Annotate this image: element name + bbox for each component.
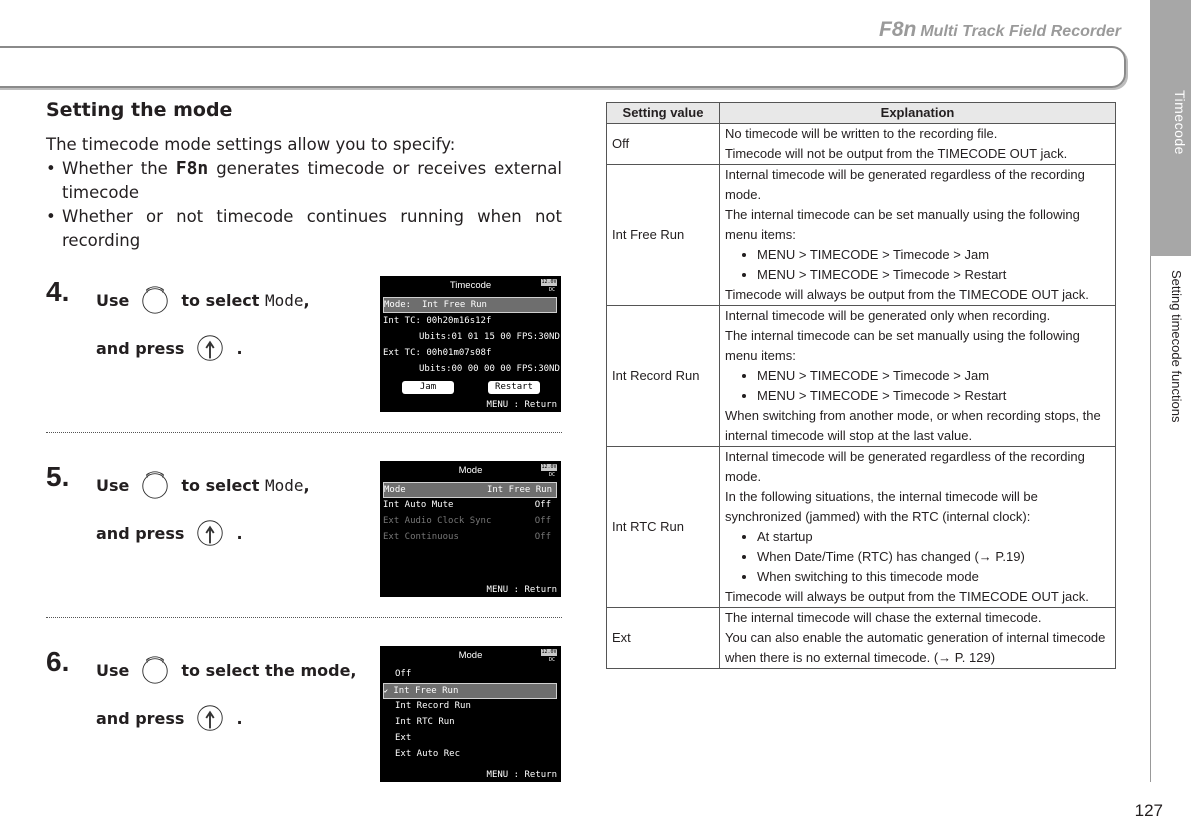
mode-option-ext[interactable]: Ext xyxy=(395,733,412,743)
mode-settings-table xyxy=(606,102,1116,669)
header-setting-value: Setting value xyxy=(607,103,720,124)
step-use: Use xyxy=(96,290,130,310)
screen-footer: MENU : Return xyxy=(486,400,557,410)
step-punct: , xyxy=(303,475,310,495)
dial-press-icon xyxy=(194,702,226,734)
row-value: Off xyxy=(534,500,551,510)
mode-option-ext-auto-rec[interactable]: Ext Auto Rec xyxy=(395,749,461,759)
step-end: . xyxy=(236,523,243,543)
step-target: Mode xyxy=(265,290,304,310)
row-label: Mode xyxy=(384,485,406,495)
battery-indicator: 12.0V xyxy=(541,464,557,470)
step-press-text: and press xyxy=(96,523,185,543)
explanation-line: The internal timecode will chase the external timecode. xyxy=(725,610,1042,625)
menu-item-list xyxy=(725,245,1110,285)
product-brand xyxy=(879,18,1121,42)
mode-option-off[interactable]: Off xyxy=(395,669,412,679)
menu-path: • MENU > TIMECODE > Timecode > Jam xyxy=(757,245,1110,265)
side-rule xyxy=(1150,256,1151,782)
step-number: 5. xyxy=(46,461,70,492)
screen-title: Mode xyxy=(458,465,483,476)
step-instruction xyxy=(96,654,357,686)
explanation-line: The internal timecode can be set manually using the following menu items: xyxy=(725,328,1080,363)
step-action: to select the mode, xyxy=(181,660,357,680)
screen-title: Timecode xyxy=(449,280,492,291)
row-label: Int Auto Mute xyxy=(383,500,454,510)
section-side-label: Setting timecode functions xyxy=(1169,270,1184,423)
explanation-line: Timecode will not be output from the TIMECODE OUT jack. xyxy=(725,146,1068,161)
row-value: Int Free Run xyxy=(486,485,552,495)
mode-menu-screen xyxy=(380,461,561,597)
intro-bullets xyxy=(46,157,562,253)
situation-list xyxy=(725,527,1110,587)
menu-path: • MENU > TIMECODE > Timecode > Jam xyxy=(757,366,1110,386)
step-divider xyxy=(46,432,562,433)
setting-explanation xyxy=(720,608,1116,669)
setting-explanation xyxy=(720,165,1116,306)
power-indicator: DC xyxy=(548,472,555,478)
option-label: Int Free Run xyxy=(393,686,459,696)
step-punct: , xyxy=(303,290,310,310)
step-number: 6. xyxy=(46,646,70,677)
setting-value: Int Free Run xyxy=(607,165,720,306)
header-explanation: Explanation xyxy=(720,103,1116,124)
setting-value: Ext xyxy=(607,608,720,669)
mode-option-int-rtc-run[interactable]: Int RTC Run xyxy=(395,717,455,727)
table-row xyxy=(607,306,1116,447)
menu-item-list xyxy=(725,366,1110,406)
setting-explanation xyxy=(720,124,1116,165)
explanation-line: You can also enable the automatic generation of internal timecode when there is no external timecode. (→ P. 129) xyxy=(725,630,1106,665)
brand-subtitle: Multi Track Field Recorder xyxy=(920,23,1121,40)
explanation-line: Internal timecode will be generated regardless of the recording mode. xyxy=(725,167,1085,202)
table-row xyxy=(607,447,1116,608)
section-heading: Setting the mode xyxy=(46,99,233,121)
step-use: Use xyxy=(96,660,130,680)
power-indicator: DC xyxy=(548,657,555,663)
step-use: Use xyxy=(96,475,130,495)
table-row xyxy=(607,124,1116,165)
menu-path: • MENU > TIMECODE > Timecode > Restart xyxy=(757,265,1110,285)
setting-value: Off xyxy=(607,124,720,165)
restart-button[interactable]: Restart xyxy=(488,381,540,394)
mode-value: Int Free Run xyxy=(421,300,487,310)
ext-ubits-row: Ubits:00 00 00 00 FPS:30ND xyxy=(419,364,560,374)
menu-row-ext-continuous xyxy=(383,530,555,544)
dial-rotate-icon xyxy=(139,654,171,686)
intro-bullet-1-post: generates timecode or receives external timecode xyxy=(62,159,562,202)
menu-row-int-auto-mute[interactable] xyxy=(383,498,555,512)
jam-button[interactable]: Jam xyxy=(402,381,454,394)
dial-press-icon xyxy=(194,332,226,364)
explanation-line: Internal timecode will be generated only when recording. xyxy=(725,308,1051,323)
mode-label: Mode: xyxy=(384,300,412,310)
check-icon: ✔ xyxy=(384,687,388,695)
power-indicator: DC xyxy=(548,287,555,293)
situation-item: • When Date/Time (RTC) has changed (→ P.19) xyxy=(757,547,1110,567)
explanation-line: Timecode will always be output from the TIMECODE OUT jack. xyxy=(725,589,1089,604)
dial-press-icon xyxy=(194,517,226,549)
dial-rotate-icon xyxy=(139,469,171,501)
step-end: . xyxy=(236,338,243,358)
mode-select-screen xyxy=(380,646,561,782)
row-label: Ext Continuous xyxy=(383,532,459,542)
explanation-line: No timecode will be written to the recording file. xyxy=(725,126,998,141)
explanation-line: Timecode will always be output from the TIMECODE OUT jack. xyxy=(725,287,1089,302)
step-action: to select xyxy=(181,475,260,495)
situation-item: • When switching to this timecode mode xyxy=(757,567,1110,587)
brand-model: F8n xyxy=(879,18,917,41)
step-press-text: and press xyxy=(96,338,185,358)
intro-lead: The timecode mode settings allow you to specify: xyxy=(46,135,456,154)
ext-tc-row: Ext TC: 00h01m07s08f xyxy=(383,348,492,358)
step-instruction xyxy=(96,469,310,501)
table-row xyxy=(607,608,1116,669)
product-name: F8n xyxy=(175,158,209,179)
mode-option-int-record-run[interactable]: Int Record Run xyxy=(395,701,471,711)
row-value: Off xyxy=(534,516,551,526)
mode-option-int-free-run[interactable] xyxy=(383,683,557,699)
step-press-text: and press xyxy=(96,708,185,728)
step-instruction xyxy=(96,284,310,316)
setting-value: Int RTC Run xyxy=(607,447,720,608)
menu-row-mode[interactable] xyxy=(383,482,557,498)
explanation-line: When switching from another mode, or when recording stops, the internal timecode will stop at the last value. xyxy=(725,408,1101,443)
dial-rotate-icon xyxy=(139,284,171,316)
int-tc-row: Int TC: 00h20m16s12f xyxy=(383,316,492,326)
chapter-tab-label: Timecode xyxy=(1172,90,1188,155)
table-header-row xyxy=(607,103,1116,124)
screen-footer: MENU : Return xyxy=(486,585,557,595)
timecode-screen xyxy=(380,276,561,412)
intro-bullet-2: • Whether or not timecode continues running when not recording xyxy=(46,205,562,253)
mode-row xyxy=(383,297,557,313)
menu-row-ext-audio-clock-sync xyxy=(383,514,555,528)
step-target: Mode xyxy=(265,475,304,495)
screen-footer: MENU : Return xyxy=(486,770,557,780)
intro-text xyxy=(46,133,562,253)
step-divider xyxy=(46,617,562,618)
row-label: Ext Audio Clock Sync xyxy=(383,516,492,526)
battery-indicator: 12.0V xyxy=(541,649,557,655)
intro-bullet-1 xyxy=(46,157,562,205)
step-end: . xyxy=(236,708,243,728)
menu-path: • MENU > TIMECODE > Timecode > Restart xyxy=(757,386,1110,406)
int-ubits-row: Ubits:01 01 15 00 FPS:30ND xyxy=(419,332,560,342)
intro-bullet-1-pre: Whether the xyxy=(62,159,168,178)
step-action: to select xyxy=(181,290,260,310)
step-press xyxy=(96,332,243,364)
explanation-line: Internal timecode will be generated regardless of the recording mode. xyxy=(725,449,1085,484)
row-value: Off xyxy=(534,532,551,542)
setting-value: Int Record Run xyxy=(607,306,720,447)
step-number: 4. xyxy=(46,276,70,307)
step-press xyxy=(96,517,243,549)
explanation-line: In the following situations, the internal timecode will be synchronized (jammed) with the RTC (internal clock): xyxy=(725,489,1038,524)
situation-item: • At startup xyxy=(757,527,1110,547)
header-bar xyxy=(0,46,1126,88)
page-number: 127 xyxy=(1134,801,1163,820)
setting-explanation xyxy=(720,306,1116,447)
table-row xyxy=(607,165,1116,306)
battery-indicator: 12.0V xyxy=(541,279,557,285)
setting-explanation xyxy=(720,447,1116,608)
explanation-line: The internal timecode can be set manually using the following menu items: xyxy=(725,207,1080,242)
screen-title: Mode xyxy=(458,650,483,661)
step-press xyxy=(96,702,243,734)
